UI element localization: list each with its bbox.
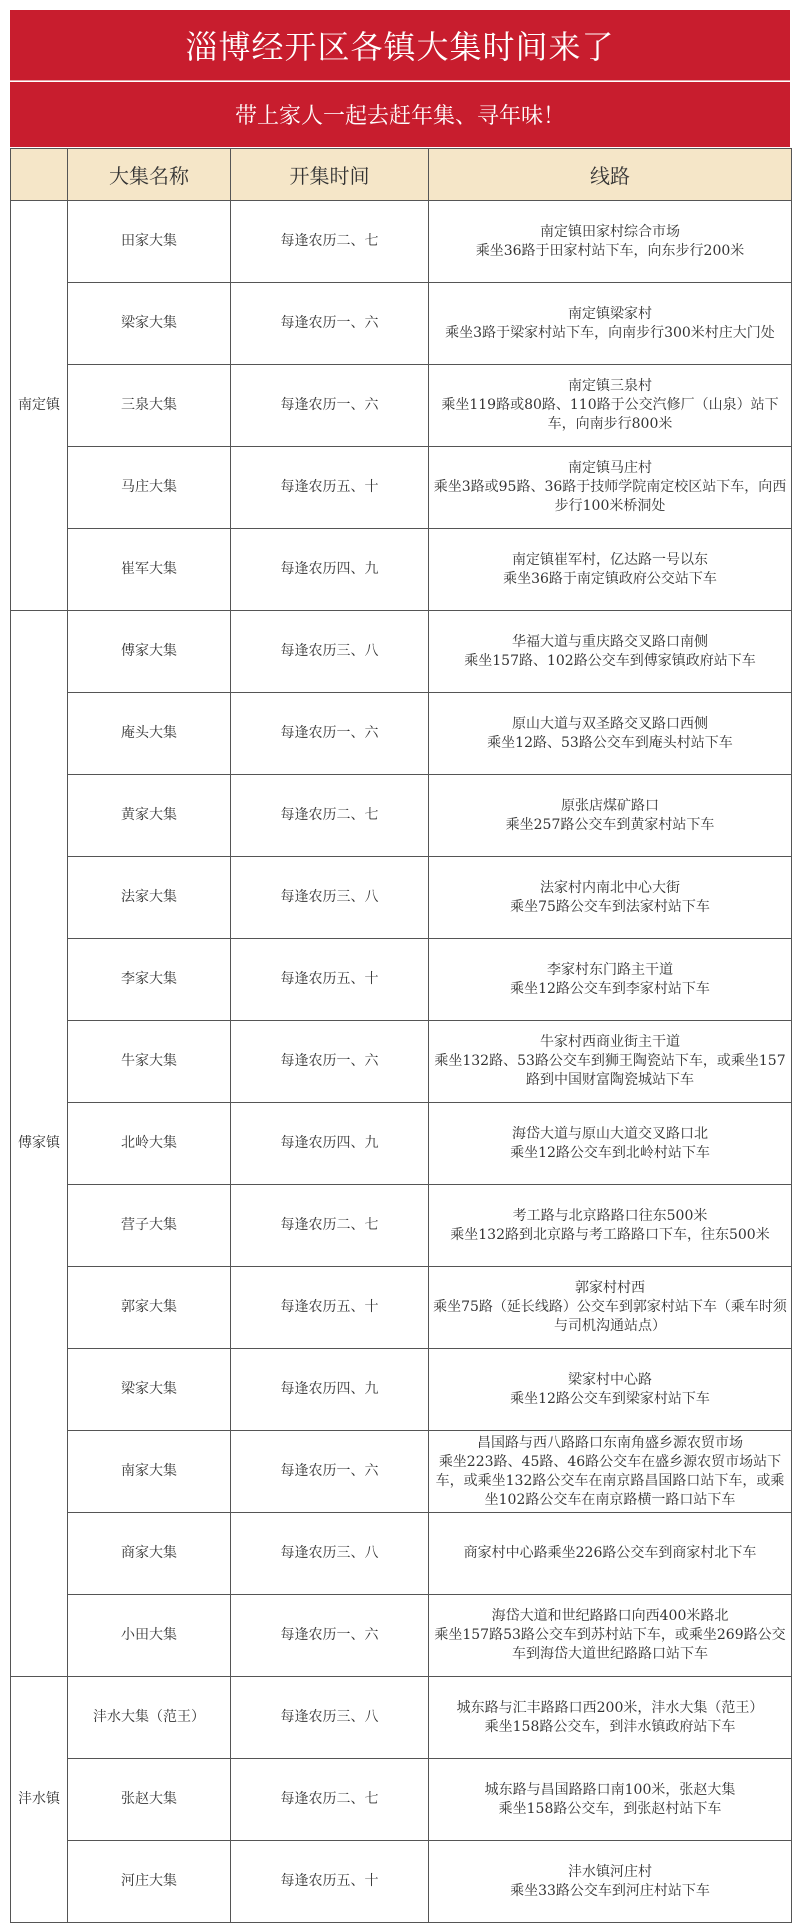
route-line: 乘坐132路到北京路与考工路路口下车，往东500米 — [450, 1226, 770, 1243]
market-route — [429, 201, 792, 283]
route-line: 法家村内南北中心大街 — [540, 879, 680, 896]
market-name: 北岭大集 — [68, 1103, 231, 1185]
route-line: 梁家村中心路 — [568, 1371, 652, 1388]
market-name: 郭家大集 — [68, 1267, 231, 1349]
route-line: 乘坐223路、45路、46路公交车在盛乡源农贸市场站下车，或乘坐132路公交车在南京路昌国路口站下车，或乘坐102路公交车在南京路横一路口站下车 — [435, 1453, 785, 1508]
route-line: 南定镇田家村综合市场 — [540, 223, 680, 240]
page-subtitle: 带上家人一起去赶年集、寻年味！ — [10, 82, 790, 147]
table-row — [11, 1021, 792, 1103]
route-line: 海岱大道与原山大道交叉路口北 — [512, 1125, 708, 1142]
route-line: 南定镇崔军村，亿达路一号以东 — [512, 551, 708, 568]
route-line: 昌国路与西八路路口东南角盛乡源农贸市场 — [477, 1434, 743, 1451]
market-time: 每逢农历一、六 — [231, 693, 429, 775]
table-row — [11, 1595, 792, 1677]
route-line: 乘坐36路于田家村站下车，向东步行200米 — [475, 242, 745, 259]
market-time: 每逢农历四、九 — [231, 529, 429, 611]
market-name: 营子大集 — [68, 1185, 231, 1267]
header-town — [11, 149, 68, 201]
market-time: 每逢农历五、十 — [231, 447, 429, 529]
route-line: 城东路与昌国路路口南100米，张赵大集 — [484, 1781, 736, 1798]
market-name: 马庄大集 — [68, 447, 231, 529]
table-body — [11, 201, 792, 1923]
table-row — [11, 1267, 792, 1349]
page-title: 淄博经开区各镇大集时间来了 — [10, 10, 790, 81]
market-route — [429, 1103, 792, 1185]
table-row — [11, 447, 792, 529]
table-row — [11, 693, 792, 775]
route-line: 乘坐36路于南定镇政府公交站下车 — [503, 570, 717, 587]
market-time: 每逢农历一、六 — [231, 1595, 429, 1677]
market-route — [429, 1677, 792, 1759]
route-line: 沣水镇河庄村 — [568, 1863, 652, 1880]
market-route — [429, 283, 792, 365]
market-time: 每逢农历四、九 — [231, 1103, 429, 1185]
market-name: 李家大集 — [68, 939, 231, 1021]
market-name: 黄家大集 — [68, 775, 231, 857]
market-time: 每逢农历三、八 — [231, 857, 429, 939]
market-time: 每逢农历五、十 — [231, 1267, 429, 1349]
market-route — [429, 939, 792, 1021]
route-line: 南定镇三泉村 — [568, 378, 652, 394]
route-line: 乘坐75路（延长线路）公交车到郭家村站下车（乘车时须与司机沟通站点） — [433, 1299, 787, 1334]
table-row — [11, 1185, 792, 1267]
route-line: 考工路与北京路路口往东500米 — [512, 1207, 708, 1224]
market-name: 三泉大集 — [68, 365, 231, 447]
market-name: 小田大集 — [68, 1595, 231, 1677]
route-line: 华福大道与重庆路交叉路口南侧 — [512, 633, 708, 650]
market-route — [429, 529, 792, 611]
route-line: 李家村东门路主干道 — [547, 961, 673, 978]
route-line: 海岱大道和世纪路路口向西400米路北 — [491, 1608, 729, 1624]
market-name: 张赵大集 — [68, 1759, 231, 1841]
market-route — [429, 775, 792, 857]
market-name: 梁家大集 — [68, 283, 231, 365]
market-name: 崔军大集 — [68, 529, 231, 611]
table-row — [11, 1759, 792, 1841]
market-route — [429, 1841, 792, 1923]
table-row — [11, 939, 792, 1021]
market-route — [429, 1513, 792, 1595]
route-line: 南定镇马庄村 — [568, 460, 652, 476]
market-time: 每逢农历二、七 — [231, 201, 429, 283]
header-route: 线路 — [429, 149, 792, 201]
market-name: 庵头大集 — [68, 693, 231, 775]
market-time: 每逢农历一、六 — [231, 1431, 429, 1513]
market-time: 每逢农历二、七 — [231, 1185, 429, 1267]
market-route — [429, 1021, 792, 1103]
header-open-time: 开集时间 — [231, 149, 429, 201]
market-route — [429, 693, 792, 775]
route-line: 乘坐12路公交车到北岭村站下车 — [510, 1144, 710, 1161]
market-time: 每逢农历四、九 — [231, 1349, 429, 1431]
market-time: 每逢农历三、八 — [231, 1677, 429, 1759]
table-row — [11, 201, 792, 283]
market-name: 田家大集 — [68, 201, 231, 283]
table-row — [11, 857, 792, 939]
market-route — [429, 1267, 792, 1349]
market-route — [429, 1349, 792, 1431]
route-line: 乘坐12路公交车到梁家村站下车 — [510, 1390, 710, 1407]
table-header-row — [11, 149, 792, 201]
market-time: 每逢农历一、六 — [231, 1021, 429, 1103]
market-time: 每逢农历二、七 — [231, 1759, 429, 1841]
market-time: 每逢农历二、七 — [231, 775, 429, 857]
route-line: 原张店煤矿路口 — [561, 797, 659, 814]
market-name: 梁家大集 — [68, 1349, 231, 1431]
route-line: 乘坐119路或80路、110路于公交汽修厂（山泉）站下车，向南步行800米 — [441, 397, 779, 432]
route-line: 乘坐33路公交车到河庄村站下车 — [510, 1882, 710, 1899]
market-route — [429, 365, 792, 447]
market-route — [429, 1759, 792, 1841]
market-name: 法家大集 — [68, 857, 231, 939]
market-time: 每逢农历三、八 — [231, 1513, 429, 1595]
market-time: 每逢农历一、六 — [231, 365, 429, 447]
route-line: 原山大道与双圣路交叉路口西侧 — [512, 715, 708, 732]
table-row — [11, 775, 792, 857]
market-name: 牛家大集 — [68, 1021, 231, 1103]
route-line: 乘坐158路公交车，到沣水镇政府站下车 — [484, 1718, 736, 1735]
market-schedule-table — [10, 148, 792, 1923]
table-row — [11, 1349, 792, 1431]
market-route — [429, 1431, 792, 1513]
table-row — [11, 1103, 792, 1185]
route-line: 乘坐3路或95路、36路于技师学院南定校区站下车，向西步行100米桥洞处 — [433, 479, 787, 514]
route-line: 乘坐3路于梁家村站下车，向南步行300米村庄大门处 — [445, 324, 775, 341]
table-row — [11, 1841, 792, 1923]
route-line: 乘坐75路公交车到法家村站下车 — [510, 898, 710, 915]
table-row — [11, 1431, 792, 1513]
table-row — [11, 529, 792, 611]
table-row — [11, 1513, 792, 1595]
market-name: 南家大集 — [68, 1431, 231, 1513]
market-time: 每逢农历三、八 — [231, 611, 429, 693]
route-line: 乘坐132路、53路公交车到狮王陶瓷站下车，或乘坐157路到中国财富陶瓷城站下车 — [434, 1053, 786, 1088]
route-line: 乘坐12路公交车到李家村站下车 — [510, 980, 710, 997]
town-name: 沣水镇 — [11, 1677, 68, 1923]
route-line: 乘坐257路公交车到黄家村站下车 — [505, 816, 715, 833]
table-row — [11, 365, 792, 447]
table-row — [11, 283, 792, 365]
market-route — [429, 1595, 792, 1677]
route-line: 郭家村村西 — [575, 1280, 645, 1296]
town-name: 南定镇 — [11, 201, 68, 611]
market-time: 每逢农历五、十 — [231, 939, 429, 1021]
market-time: 每逢农历五、十 — [231, 1841, 429, 1923]
table-row — [11, 611, 792, 693]
market-time: 每逢农历一、六 — [231, 283, 429, 365]
market-route — [429, 447, 792, 529]
town-name: 傅家镇 — [11, 611, 68, 1677]
market-name: 沣水大集（范王） — [68, 1677, 231, 1759]
route-line: 乘坐12路、53路公交车到庵头村站下车 — [487, 734, 733, 751]
market-name: 商家大集 — [68, 1513, 231, 1595]
route-line: 乘坐157路53路公交车到苏村站下车，或乘坐269路公交车到海岱大道世纪路路口站下车 — [434, 1627, 786, 1662]
market-route — [429, 857, 792, 939]
market-name: 傅家大集 — [68, 611, 231, 693]
table-row — [11, 1677, 792, 1759]
route-line: 南定镇梁家村 — [568, 305, 652, 322]
route-line: 乘坐157路、102路公交车到傅家镇政府站下车 — [464, 652, 756, 669]
route-line: 乘坐158路公交车，到张赵村站下车 — [498, 1800, 722, 1817]
header-market-name: 大集名称 — [68, 149, 231, 201]
market-name: 河庄大集 — [68, 1841, 231, 1923]
market-route — [429, 611, 792, 693]
market-route — [429, 1185, 792, 1267]
route-line: 商家村中心路乘坐226路公交车到商家村北下车 — [463, 1545, 757, 1561]
route-line: 牛家村西商业街主干道 — [540, 1034, 680, 1050]
route-line: 城东路与汇丰路路口西200米，沣水大集（范王） — [456, 1699, 764, 1716]
